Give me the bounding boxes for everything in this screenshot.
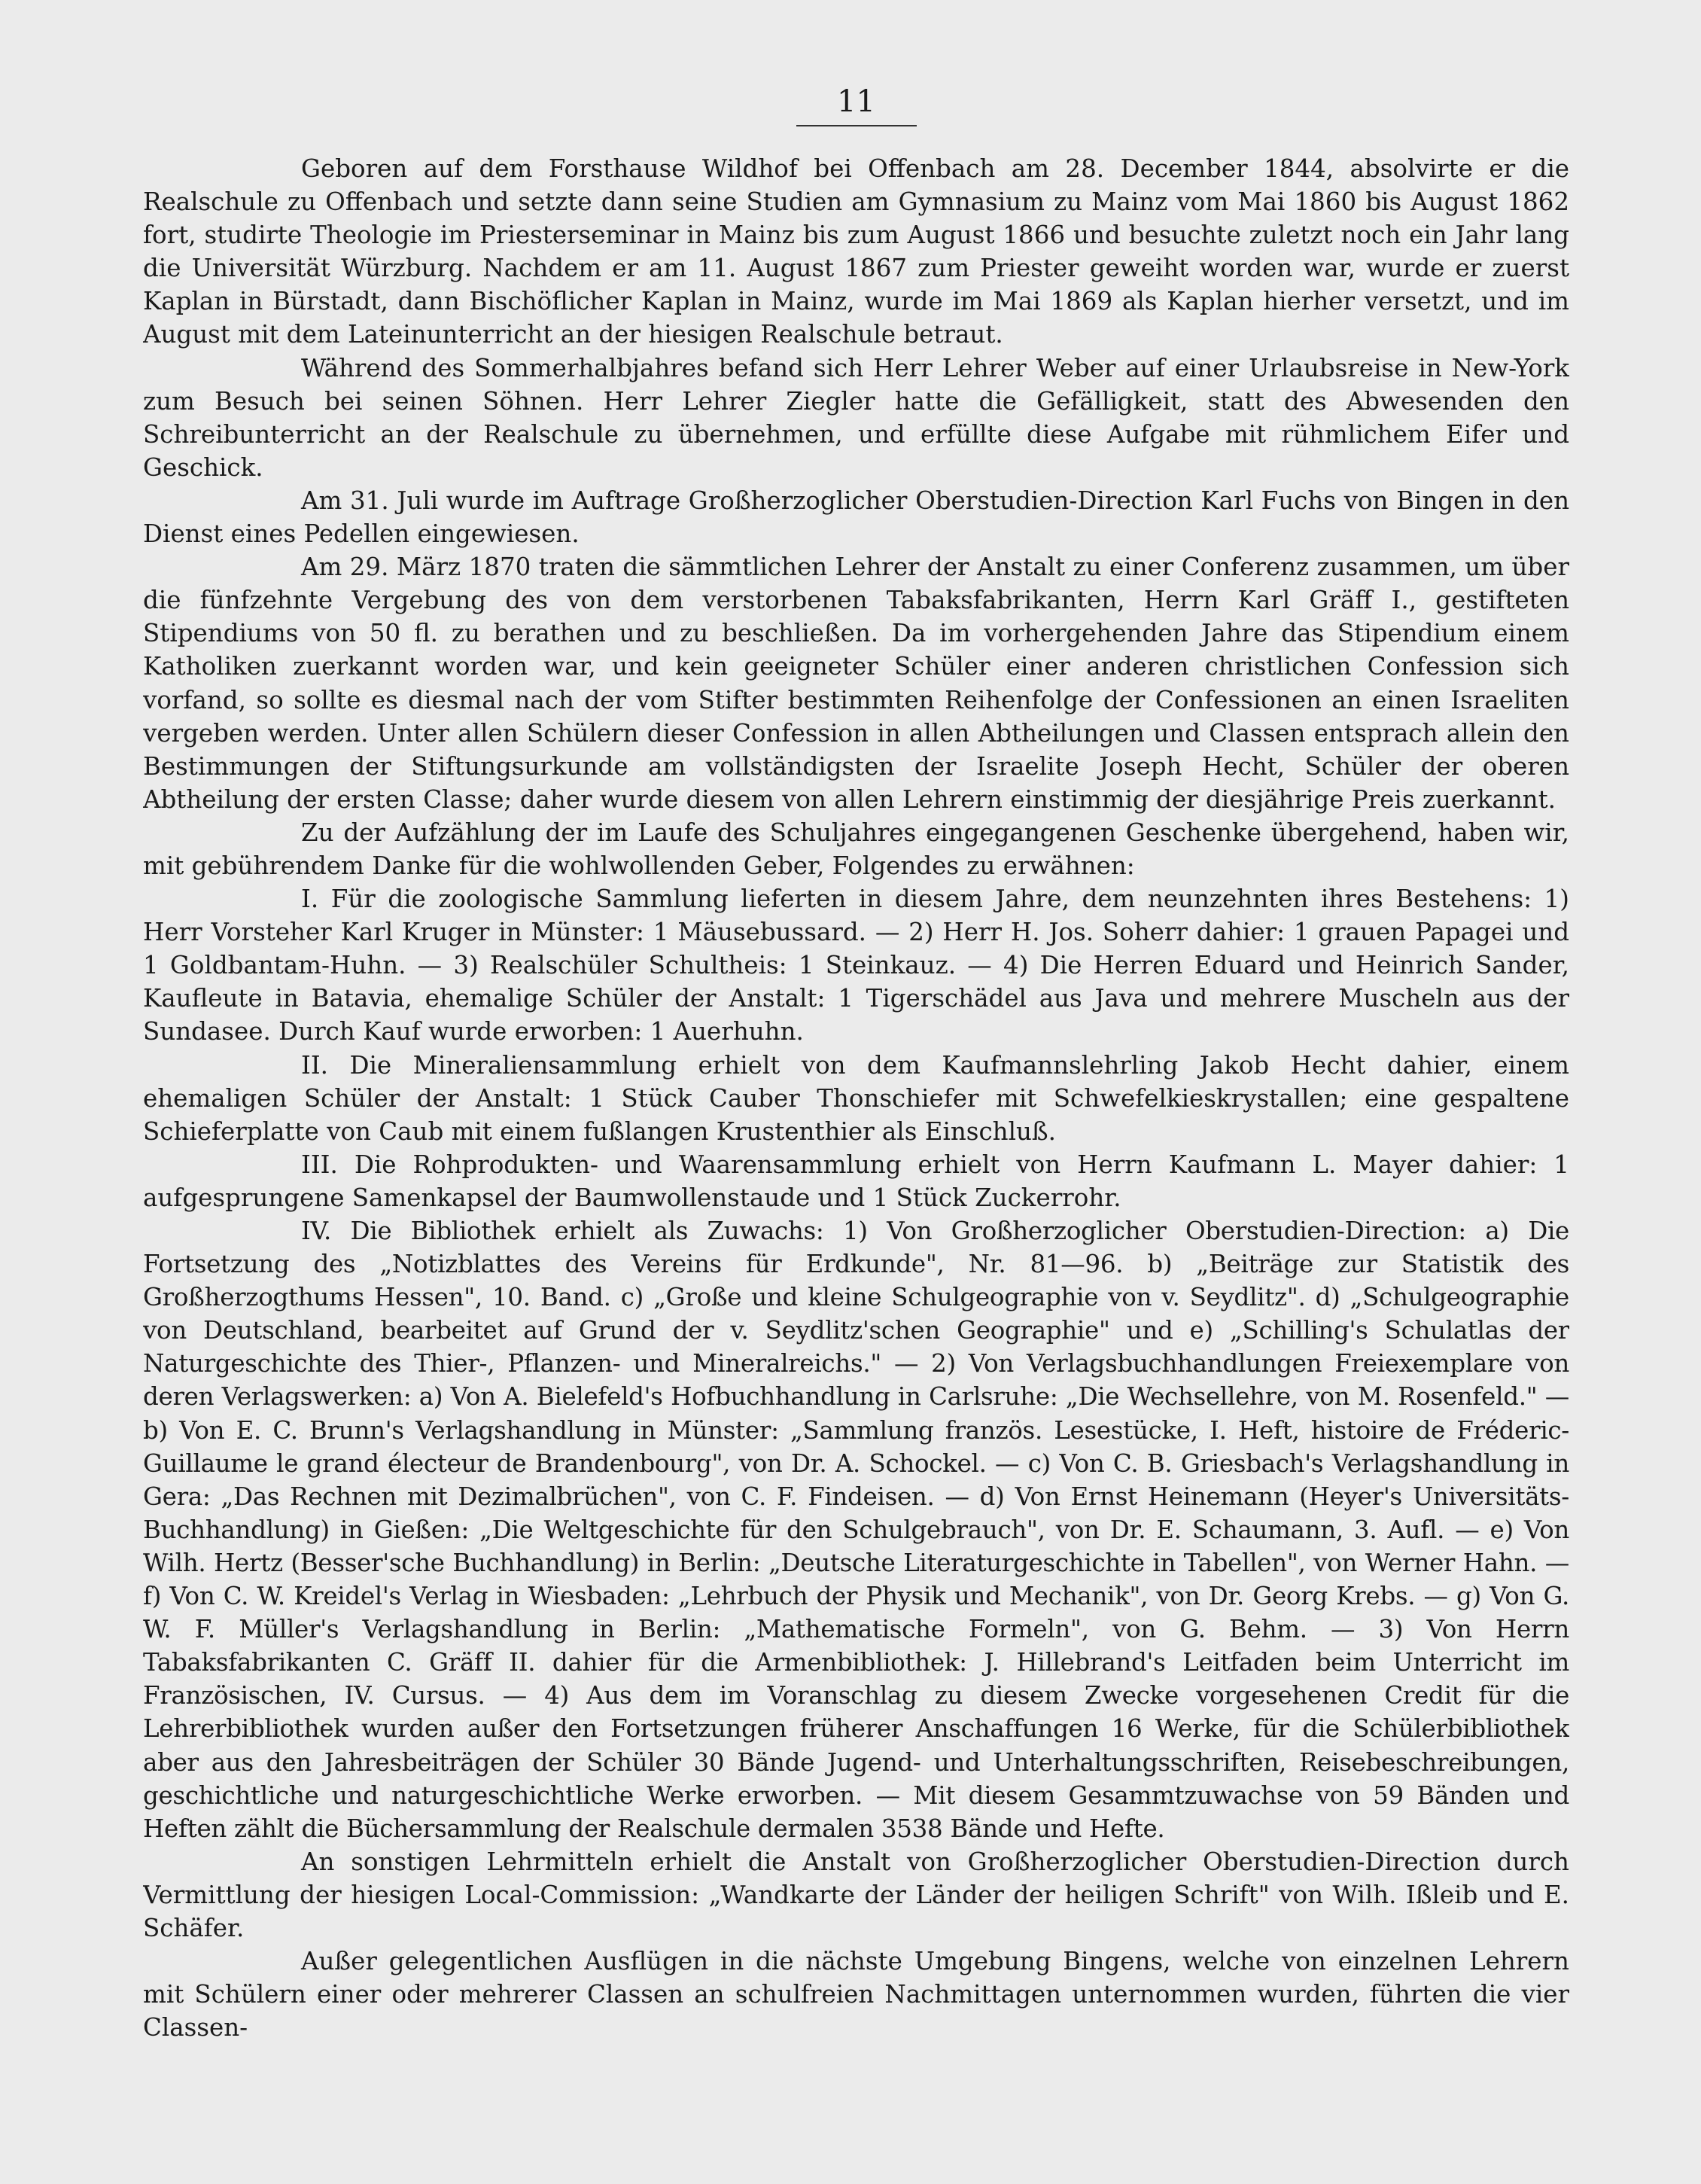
paragraph-library: IV. Die Bibliothek erhielt als Zuwachs: 1) Von Großherzoglicher Oberstudien-Direction: a) Die Fortsetzung des „Notizblattes des Vereins für Erdkunde", Nr. 81—96. b) „Beiträge zur Statistik des Großherzogthums Hessen", 10. Band. c) „Große und kleine Schulgeographie von v. Seydlitz". d) „Schulgeographie von Deutschland, bearbeitet auf Grund der v. Seydlitz'schen Geographie" und e) „Schilling's Schulatlas der Naturgeschichte des Thier-, Pflanzen- und Mineralreichs." — 2) Von Verlagsbuchhandlungen Freiexemplare von deren Verlagswerken: a) Von A. Bielefeld's Hofbuchhandlung in Carlsruhe: „Die Wechsellehre, von M. Rosenfeld." — b) Von E. C. Brunn's Verlagshandlung in Münster: „Sammlung französ. Lesestücke, I. Heft, histoire de Fréderic-Guillaume le grand électeur de Brandenbourg", von Dr. A. Schockel. — c) Von C. B. Griesbach's Verlagshandlung in Gera: „Das Rechnen mit Dezimalbrüchen", von C. F. Findeisen. — d) Von Ernst Heinemann (Heyer's Universitäts-Buchhandlung) in Gießen: „Die Weltgeschichte für den Schulgebrauch", von Dr. E. Schaumann, 3. Aufl. — e) Von Wilh. Hertz (Besser'sche Buchhandlung) in Berlin: „Deutsche Literaturgeschichte in Tabellen", von Werner Hahn. — f) Von C. W. Kreidel's Verlag in Wiesbaden: „Lehrbuch der Physik und Mechanik", von Dr. Georg Krebs. — g) Von G. W. F. Müller's Verlagshandlung in Berlin: „Mathematische Formeln", von G. Behm. — 3) Von Herrn Tabaksfabrikanten C. Gräff II. dahier für die Armenbibliothek: J. Hillebrand's Leitfaden beim Unterricht im Französischen, IV. Cursus. — 4) Aus dem im Voranschlag zu diesem Zwecke vorgesehenen Credit für die Lehrerbibliothek wurden außer den Fortsetzungen früherer Anschaffungen 16 Werke, für die Schülerbibliothek aber aus den Jahresbeiträgen der Schüler 30 Bände Jugend- und Unterhaltungsschriften, Reisebeschreibungen, geschichtliche und naturgeschichtliche Werke erworben. — Mit diesem Gesammtzuwachse von 59 Bänden und Heften zählt die Büchersammlung der Realschule dermalen 3538 Bände und Hefte. [143, 1217, 1569, 1843]
page-number: 11 [837, 84, 875, 119]
paragraph-zoological-collection: I. Für die zoologische Sammlung lieferten in diesem Jahre, dem neunzehnten ihres Bestehens: 1) Herr Vorsteher Karl Kruger in Münster: 1 Mäusebussard. — 2) Herr H. Jos. Soherr dahier: 1 grauen Papagei und 1 Goldbantam-Huhn. — 3) Realschüler Schultheis: 1 Steinkauz. — 4) Die Herren Eduard und Heinrich Sander, Kaufleute in Batavia, ehemalige Schüler der Anstalt: 1 Tigerschädel aus Java und mehrere Muscheln aus der Sundasee. Durch Kauf wurde erworben: 1 Auerhuhn. [143, 885, 1569, 1046]
paragraph-stipend: Am 29. März 1870 traten die sämmtlichen Lehrer der Anstalt zu einer Conferenz zusammen, um über die fünfzehnte Vergebung des von dem verstorbenen Tabaksfabrikanten, Herrn Karl Gräff I., gestifteten Stipendiums von 50 fl. zu berathen und zu beschließen. Da im vorhergehenden Jahre das Stipendium einem Katholiken zuerkannt worden war, und kein geeigneter Schüler einer anderen christlichen Confession sich vorfand, so sollte es diesmal nach der vom Stifter bestimmten Reihenfolge der Confessionen an einen Israeliten vergeben werden. Unter allen Schülern dieser Confession in allen Abtheilungen und Classen entsprach allein den Bestimmungen der Stiftungsurkunde am vollständigsten der Israelite Joseph Hecht, Schüler der oberen Abtheilung der ersten Classe; daher wurde diesem von allen Lehrern einstimmig der diesjährige Preis zuerkannt. [143, 553, 1569, 814]
paragraph-excursions: Außer gelegentlichen Ausflügen in die nächste Umgebung Bingens, welche von einzelnen Lehrern mit Schülern einer oder mehrerer Classen an schulfreien Nachmittagen unternommen wurden, führten die vier Classen- [143, 1947, 1569, 2042]
paragraph-biography: Geboren auf dem Forsthause Wildhof bei Offenbach am 28. December 1844, absolvirte er die Realschule zu Offenbach und setzte dann seine Studien am Gymnasium zu Mainz vom Mai 1860 bis August 1862 fort, studirte Theologie im Priesterseminar in Mainz bis zum August 1866 und besuchte zuletzt noch ein Jahr lang die Universität Würzburg. Nachdem er am 11. August 1867 zum Priester geweiht worden war, wurde er zuerst Kaplan in Bürstadt, dann Bischöflicher Kaplan in Mainz, wurde im Mai 1869 als Kaplan hierher versetzt, und im August mit dem Lateinunterricht an der hiesigen Realschule betraut. [143, 154, 1569, 349]
paragraph-teaching-aids: An sonstigen Lehrmitteln erhielt die Anstalt von Großherzoglicher Oberstudien-Direction durch Vermittlung der hiesigen Local-Commission: „Wandkarte der Länder der heiligen Schrift" von Wilh. Ißleib und E. Schäfer. [143, 1847, 1569, 1942]
paragraph-gifts-intro: Zu der Aufzählung der im Laufe des Schuljahres eingegangenen Geschenke übergehend, haben wir, mit gebührendem Danke für die wohlwollenden Geber, Folgendes zu erwähnen: [143, 818, 1569, 880]
document-page [143, 83, 1569, 2161]
page-number-rule [796, 125, 917, 126]
paragraph-mineral-collection: II. Die Mineraliensammlung erhielt von dem Kaufmannslehrling Jakob Hecht dahier, einem ehemaligen Schüler der Anstalt: 1 Stück Cauber Thonschiefer mit Schwefelkieskrystallen; eine gespaltene Schieferplatte von Caub mit einem fußlangen Krustenthier als Einschluß. [143, 1050, 1569, 1146]
paragraph-weber-leave: Während des Sommerhalbjahres befand sich Herr Lehrer Weber auf einer Urlaubsreise in New-York zum Besuch bei seinen Söhnen. Herr Lehrer Ziegler hatte die Gefälligkeit, statt des Abwesenden den Schreibunterricht an der Realschule zu übernehmen, und erfüllte diese Aufgabe mit rühmlichem Eifer und Geschick. [143, 353, 1569, 482]
paragraph-raw-products-collection: III. Die Rohprodukten- und Waarensammlung erhielt von Herrn Kaufmann L. Mayer dahier: 1 aufgesprungene Samenkapsel der Baumwollenstaude und 1 Stück Zuckerrohr. [143, 1150, 1569, 1212]
paragraph-pedell: Am 31. Juli wurde im Auftrage Großherzoglicher Oberstudien-Direction Karl Fuchs von Bingen in den Dienst eines Pedellen eingewiesen. [143, 486, 1569, 549]
